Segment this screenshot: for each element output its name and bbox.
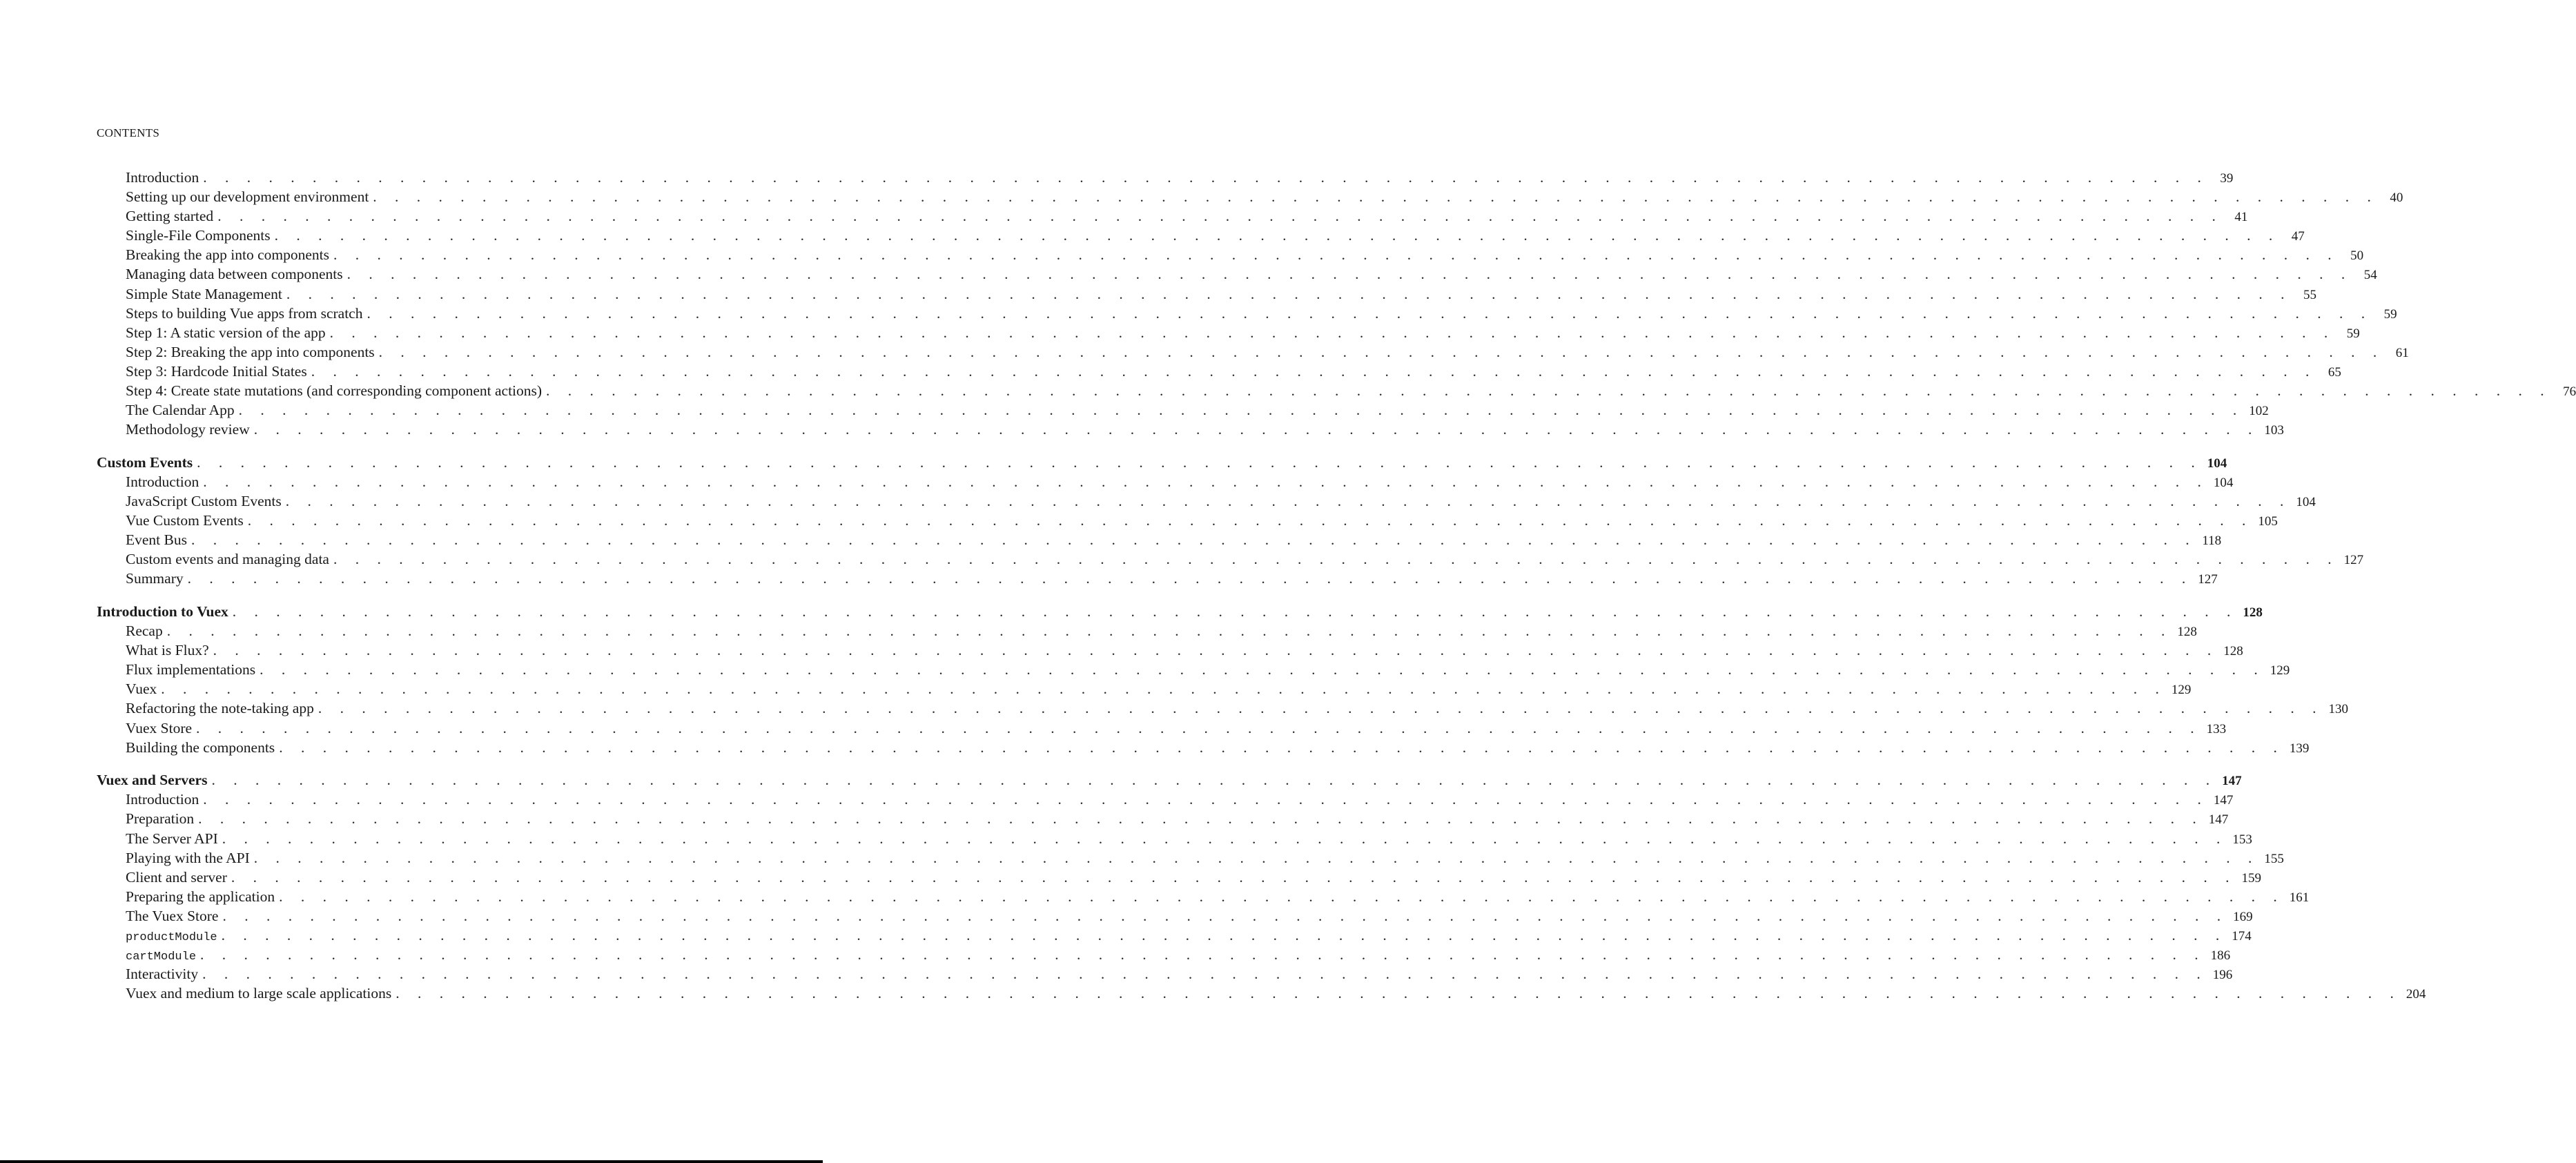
toc-chapter-entry[interactable] — [97, 453, 2227, 472]
section-title: Refactoring the note-taking app — [126, 700, 314, 717]
dot-leader: . . . . . . . . . . . . . . . . . . . . . . . . . . . . . . . . . . . . . . . . . . . . . . . . . . . . . . . . . . . . . . . . . . . . . . . . . . . . . . . . . . . . . . . . . . . . — [213, 642, 2218, 659]
dot-leader: . . . . . . . . . . . . . . . . . . . . . . . . . . . . . . . . . . . . . . . . . . . . . . . . . . . . . . . . . . . . . . . . . . . . . . . . . . . . . . . . . . . . . . . . . . . . — [197, 453, 2203, 471]
section-title: JavaScript Custom Events — [126, 493, 282, 509]
page-number: 118 — [2202, 534, 2222, 549]
page-number: 40 — [2390, 190, 2403, 206]
page-number: 59 — [2346, 326, 2360, 341]
toc-section-group — [97, 168, 2576, 439]
dot-leader: . . . . . . . . . . . . . . . . . . . . . . . . . . . . . . . . . . . . . . . . . . . . . . . . . . . . . . . . . . . . . . . . . . . . . . . . . . . . . . . . . . . . . . . . . . . . — [217, 208, 2223, 225]
toc-chapter-group — [97, 453, 2364, 589]
page-number: 161 — [2289, 890, 2310, 905]
toc-section-entry[interactable] — [97, 829, 2252, 848]
page-number: 59 — [2383, 306, 2397, 322]
page-number: 127 — [2343, 553, 2364, 568]
page-number: 102 — [2249, 404, 2269, 419]
dot-leader: . . . . . . . . . . . . . . . . . . . . . . . . . . . . . . . . . . . . . . . . . . . . . . . . . . . . . . . . . . . . . . . . . . . . . . . . . . . . . . . . . . . . . . . . . . . . — [232, 603, 2238, 620]
running-head: CONTENTS — [97, 126, 160, 139]
section-title: The Calendar App — [126, 402, 235, 419]
dot-leader: . . . . . . . . . . . . . . . . . . . . . . . . . . . . . . . . . . . . . . . . . . . . . . . . . . . . . . . . . . . . . . . . . . . . . . . . . . . . . . . . . . . . . . . . . . . . — [203, 791, 2209, 808]
section-title: Introduction — [126, 169, 199, 186]
dot-leader: . . . . . . . . . . . . . . . . . . . . . . . . . . . . . . . . . . . . . . . . . . . . . . . . . . . . . . . . . . . . . . . . . . . . . . . . . . . . . . . . . . . . . . . . . . . . — [221, 926, 2227, 944]
section-title: productModule — [126, 930, 217, 944]
dot-leader: . . . . . . . . . . . . . . . . . . . . . . . . . . . . . . . . . . . . . . . . . . . . . . . . . . . . . . . . . . . . . . . . . . . . . . . . . . . . . . . . . . . . . . . . . . . . — [203, 169, 2209, 186]
dot-leader: . . . . . . . . . . . . . . . . . . . . . . . . . . . . . . . . . . . . . . . . . . . . . . . . . . . . . . . . . . . . . . . . . . . . . . . . . . . . . . . . . . . . . . . . . . . . — [318, 700, 2323, 717]
toc-section-entry[interactable] — [97, 660, 2290, 679]
section-title: Recap — [126, 623, 163, 640]
toc-chapter-entry[interactable] — [97, 602, 2263, 621]
dot-leader: . . . . . . . . . . . . . . . . . . . . . . . . . . . . . . . . . . . . . . . . . . . . . . . . . . . . . . . . . . . . . . . . . . . . . . . . . . . . . . . . . . . . . . . . . . . . — [222, 907, 2228, 924]
toc-section-entry[interactable] — [97, 809, 2229, 828]
page-number: 47 — [2291, 229, 2305, 244]
toc-section-entry[interactable] — [97, 641, 2243, 660]
toc-section-entry[interactable] — [97, 400, 2269, 420]
page-number: 128 — [2223, 644, 2243, 659]
page-number: 147 — [2208, 812, 2229, 828]
dot-leader: . . . . . . . . . . . . . . . . . . . . . . . . . . . . . . . . . . . . . . . . . . . . . . . . . . . . . . . . . . . . . . . . . . . . . . . . . . . . . . . . . . . . . . . . . . . . — [373, 188, 2379, 206]
section-title: Managing data between components — [126, 266, 343, 283]
section-title: Introduction — [126, 791, 199, 808]
section-title: Preparation — [126, 810, 195, 828]
toc-section-entry[interactable] — [97, 206, 2248, 226]
toc-section-entry[interactable] — [97, 790, 2234, 809]
toc-section-entry[interactable] — [97, 472, 2234, 491]
toc-section-entry[interactable] — [97, 245, 2364, 264]
toc-section-entry[interactable] — [97, 621, 2197, 641]
toc-section-entry[interactable] — [97, 679, 2192, 698]
dot-leader: . . . . . . . . . . . . . . . . . . . . . . . . . . . . . . . . . . . . . . . . . . . . . . . . . . . . . . . . . . . . . . . . . . . . . . . . . . . . . . . . . . . . . . . . . . . . — [546, 382, 2552, 400]
dot-leader: . . . . . . . . . . . . . . . . . . . . . . . . . . . . . . . . . . . . . . . . . . . . . . . . . . . . . . . . . . . . . . . . . . . . . . . . . . . . . . . . . . . . . . . . . . . . — [279, 888, 2285, 905]
toc-section-entry[interactable] — [97, 926, 2252, 945]
dot-leader: . . . . . . . . . . . . . . . . . . . . . . . . . . . . . . . . . . . . . . . . . . . . . . . . . . . . . . . . . . . . . . . . . . . . . . . . . . . . . . . . . . . . . . . . . . . . — [396, 985, 2401, 1002]
section-title: Getting started — [126, 208, 214, 225]
chapter-title: Custom Events — [97, 453, 193, 471]
toc-chapter-group — [97, 770, 2426, 1003]
toc-section-entry[interactable] — [97, 984, 2426, 1003]
page-number: 55 — [2303, 287, 2317, 302]
section-title: Introduction — [126, 473, 199, 490]
dot-leader: . . . . . . . . . . . . . . . . . . . . . . . . . . . . . . . . . . . . . . . . . . . . . . . . . . . . . . . . . . . . . . . . . . . . . . . . . . . . . . . . . . . . . . . . . . . . — [274, 227, 2280, 244]
toc-section-entry[interactable] — [97, 848, 2284, 868]
page-number: 155 — [2264, 851, 2284, 866]
dot-leader: . . . . . . . . . . . . . . . . . . . . . . . . . . . . . . . . . . . . . . . . . . . . . . . . . . . . . . . . . . . . . . . . . . . . . . . . . . . . . . . . . . . . . . . . . . . . — [222, 830, 2227, 847]
toc-section-entry[interactable] — [97, 868, 2261, 887]
page-number: 41 — [2234, 210, 2248, 225]
toc-section-entry[interactable] — [97, 549, 2364, 569]
toc-section-entry[interactable] — [97, 698, 2348, 718]
section-title: Simple State Management — [126, 285, 282, 302]
chapter-title: Vuex and Servers — [97, 772, 208, 789]
section-title: What is Flux? — [126, 642, 209, 659]
page-number: 76 — [2563, 384, 2576, 400]
page-number: 147 — [2213, 793, 2234, 808]
section-title: Flux implementations — [126, 661, 256, 678]
toc-section-entry[interactable] — [97, 284, 2317, 304]
toc-section-entry[interactable] — [97, 323, 2360, 342]
toc-section-entry[interactable] — [97, 738, 2310, 757]
page-number: 65 — [2328, 364, 2341, 380]
toc-section-entry[interactable] — [97, 420, 2284, 439]
page-number: 204 — [2406, 987, 2426, 1002]
dot-leader: . . . . . . . . . . . . . . . . . . . . . . . . . . . . . . . . . . . . . . . . . . . . . . . . . . . . . . . . . . . . . . . . . . . . . . . . . . . . . . . . . . . . . . . . . . . . — [260, 661, 2265, 678]
dot-leader: . . . . . . . . . . . . . . . . . . . . . . . . . . . . . . . . . . . . . . . . . . . . . . . . . . . . . . . . . . . . . . . . . . . . . . . . . . . . . . . . . . . . . . . . . . . . — [161, 681, 2167, 698]
toc-section-entry[interactable] — [97, 530, 2222, 549]
bottom-rule — [0, 1160, 823, 1163]
dot-leader: . . . . . . . . . . . . . . . . . . . . . . . . . . . . . . . . . . . . . . . . . . . . . . . . . . . . . . . . . . . . . . . . . . . . . . . . . . . . . . . . . . . . . . . . . . . . — [378, 343, 2384, 360]
toc-section-entry[interactable] — [97, 569, 2218, 588]
section-title: Breaking the app into components — [126, 246, 329, 264]
page-number: 159 — [2241, 870, 2261, 886]
page-number: 139 — [2289, 741, 2310, 756]
page-number: 104 — [2296, 495, 2316, 509]
page-number: 39 — [2220, 171, 2234, 186]
section-title: Summary — [126, 570, 184, 587]
section-title: The Server API — [126, 830, 218, 847]
dot-leader: . . . . . . . . . . . . . . . . . . . . . . . . . . . . . . . . . . . . . . . . . . . . . . . . . . . . . . . . . . . . . . . . . . . . . . . . . . . . . . . . . . . . . . . . . . . . — [286, 285, 2292, 302]
dot-leader: . . . . . . . . . . . . . . . . . . . . . . . . . . . . . . . . . . . . . . . . . . . . . . . . . . . . . . . . . . . . . . . . . . . . . . . . . . . . . . . . . . . . . . . . . . . . — [311, 362, 2316, 380]
toc-section-entry[interactable] — [97, 906, 2253, 926]
toc-section-entry[interactable] — [97, 187, 2403, 206]
section-title: Steps to building Vue apps from scratch — [126, 304, 363, 322]
toc-section-entry[interactable] — [97, 226, 2305, 245]
dot-leader: . . . . . . . . . . . . . . . . . . . . . . . . . . . . . . . . . . . . . . . . . . . . . . . . . . . . . . . . . . . . . . . . . . . . . . . . . . . . . . . . . . . . . . . . . . . . — [196, 719, 2202, 736]
page-number: 103 — [2264, 423, 2284, 438]
section-title: Vuex and medium to large scale applications — [126, 985, 392, 1002]
toc-section-entry[interactable] — [97, 168, 2234, 187]
section-title: Vuex Store — [126, 719, 193, 736]
dot-leader: . . . . . . . . . . . . . . . . . . . . . . . . . . . . . . . . . . . . . . . . . . . . . . . . . . . . . . . . . . . . . . . . . . . . . . . . . . . . . . . . . . . . . . . . . . . . — [187, 570, 2193, 587]
page-number: 50 — [2350, 248, 2364, 264]
page-number: 128 — [2243, 605, 2263, 620]
dot-leader: . . . . . . . . . . . . . . . . . . . . . . . . . . . . . . . . . . . . . . . . . . . . . . . . . . . . . . . . . . . . . . . . . . . . . . . . . . . . . . . . . . . . . . . . . . . . — [253, 421, 2259, 438]
dot-leader: . . . . . . . . . . . . . . . . . . . . . . . . . . . . . . . . . . . . . . . . . . . . . . . . . . . . . . . . . . . . . . . . . . . . . . . . . . . . . . . . . . . . . . . . . . . . — [200, 946, 2206, 964]
toc-chapter-group — [97, 602, 2348, 757]
table-of-contents — [97, 168, 2576, 1003]
toc-section-entry[interactable] — [97, 964, 2233, 984]
page-number: 129 — [2270, 663, 2290, 678]
section-title: Step 1: A static version of the app — [126, 324, 326, 341]
section-title: Custom events and managing data — [126, 551, 329, 568]
page-number: 104 — [2213, 475, 2234, 490]
toc-section-entry[interactable] — [97, 491, 2316, 511]
section-title: cartModule — [126, 950, 197, 964]
section-title: Preparing the application — [126, 888, 275, 905]
section-title: Vue Custom Events — [126, 512, 244, 529]
page-number: 186 — [2210, 948, 2231, 964]
dot-leader: . . . . . . . . . . . . . . . . . . . . . . . . . . . . . . . . . . . . . . . . . . . . . . . . . . . . . . . . . . . . . . . . . . . . . . . . . . . . . . . . . . . . . . . . . . . . — [211, 772, 2217, 789]
page-number: 104 — [2207, 456, 2227, 471]
page-number: 174 — [2232, 928, 2252, 944]
page-number: 54 — [2363, 268, 2377, 283]
toc-section-entry[interactable] — [97, 342, 2409, 362]
dot-leader: . . . . . . . . . . . . . . . . . . . . . . . . . . . . . . . . . . . . . . . . . . . . . . . . . . . . . . . . . . . . . . . . . . . . . . . . . . . . . . . . . . . . . . . . . . . . — [191, 531, 2197, 549]
dot-leader: . . . . . . . . . . . . . . . . . . . . . . . . . . . . . . . . . . . . . . . . . . . . . . . . . . . . . . . . . . . . . . . . . . . . . . . . . . . . . . . . . . . . . . . . . . . . — [166, 623, 2172, 640]
dot-leader: . . . . . . . . . . . . . . . . . . . . . . . . . . . . . . . . . . . . . . . . . . . . . . . . . . . . . . . . . . . . . . . . . . . . . . . . . . . . . . . . . . . . . . . . . . . . — [198, 810, 2204, 828]
section-title: Step 2: Breaking the app into components — [126, 343, 375, 360]
toc-section-entry[interactable] — [97, 945, 2231, 964]
dot-leader: . . . . . . . . . . . . . . . . . . . . . . . . . . . . . . . . . . . . . . . . . . . . . . . . . . . . . . . . . . . . . . . . . . . . . . . . . . . . . . . . . . . . . . . . . . . . — [203, 473, 2209, 490]
page-number: 130 — [2328, 702, 2348, 717]
dot-leader: . . . . . . . . . . . . . . . . . . . . . . . . . . . . . . . . . . . . . . . . . . . . . . . . . . . . . . . . . . . . . . . . . . . . . . . . . . . . . . . . . . . . . . . . . . . . — [231, 868, 2236, 886]
section-title: Step 4: Create state mutations (and corresponding component actions) — [126, 382, 543, 400]
dot-leader: . . . . . . . . . . . . . . . . . . . . . . . . . . . . . . . . . . . . . . . . . . . . . . . . . . . . . . . . . . . . . . . . . . . . . . . . . . . . . . . . . . . . . . . . . . . . — [367, 304, 2372, 322]
dot-leader: . . . . . . . . . . . . . . . . . . . . . . . . . . . . . . . . . . . . . . . . . . . . . . . . . . . . . . . . . . . . . . . . . . . . . . . . . . . . . . . . . . . . . . . . . . . . — [279, 739, 2285, 756]
page-number: 133 — [2206, 721, 2227, 736]
section-title: Single-File Components — [126, 227, 271, 244]
toc-section-entry[interactable] — [97, 887, 2310, 906]
toc-section-entry[interactable] — [97, 362, 2341, 381]
dot-leader: . . . . . . . . . . . . . . . . . . . . . . . . . . . . . . . . . . . . . . . . . . . . . . . . . . . . . . . . . . . . . . . . . . . . . . . . . . . . . . . . . . . . . . . . . . . . — [247, 512, 2253, 529]
dot-leader: . . . . . . . . . . . . . . . . . . . . . . . . . . . . . . . . . . . . . . . . . . . . . . . . . . . . . . . . . . . . . . . . . . . . . . . . . . . . . . . . . . . . . . . . . . . . — [238, 402, 2244, 419]
section-title: Setting up our development environment — [126, 188, 369, 206]
section-title: Interactivity — [126, 966, 199, 983]
dot-leader: . . . . . . . . . . . . . . . . . . . . . . . . . . . . . . . . . . . . . . . . . . . . . . . . . . . . . . . . . . . . . . . . . . . . . . . . . . . . . . . . . . . . . . . . . . . . — [285, 493, 2291, 509]
section-title: Event Bus — [126, 531, 187, 549]
page-number: 169 — [2233, 909, 2253, 924]
toc-section-entry[interactable] — [97, 304, 2397, 323]
section-title: The Vuex Store — [126, 907, 219, 924]
toc-chapter-entry[interactable] — [97, 770, 2242, 790]
section-title: Client and server — [126, 868, 227, 886]
section-title: Methodology review — [126, 421, 250, 438]
section-title: Vuex — [126, 681, 157, 698]
dot-leader: . . . . . . . . . . . . . . . . . . . . . . . . . . . . . . . . . . . . . . . . . . . . . . . . . . . . . . . . . . . . . . . . . . . . . . . . . . . . . . . . . . . . . . . . . . . . — [253, 849, 2259, 866]
dot-leader: . . . . . . . . . . . . . . . . . . . . . . . . . . . . . . . . . . . . . . . . . . . . . . . . . . . . . . . . . . . . . . . . . . . . . . . . . . . . . . . . . . . . . . . . . . . . — [329, 324, 2335, 341]
section-title: Playing with the API — [126, 849, 250, 866]
dot-leader: . . . . . . . . . . . . . . . . . . . . . . . . . . . . . . . . . . . . . . . . . . . . . . . . . . . . . . . . . . . . . . . . . . . . . . . . . . . . . . . . . . . . . . . . . . . . — [347, 266, 2352, 283]
section-title: Step 3: Hardcode Initial States — [126, 362, 307, 380]
page-number: 61 — [2395, 345, 2409, 360]
page-number: 129 — [2171, 683, 2192, 698]
page-number: 127 — [2198, 572, 2218, 587]
toc-section-entry[interactable] — [97, 264, 2377, 284]
page-number: 147 — [2222, 774, 2242, 789]
toc-section-entry[interactable] — [97, 511, 2278, 530]
page-number: 196 — [2212, 968, 2233, 983]
toc-section-entry[interactable] — [97, 719, 2227, 738]
dot-leader: . . . . . . . . . . . . . . . . . . . . . . . . . . . . . . . . . . . . . . . . . . . . . . . . . . . . . . . . . . . . . . . . . . . . . . . . . . . . . . . . . . . . . . . . . . . . — [202, 966, 2208, 983]
section-title: Building the components — [126, 739, 275, 756]
page-number: 128 — [2177, 625, 2197, 640]
toc-section-entry[interactable] — [97, 381, 2576, 400]
page-number: 153 — [2232, 832, 2252, 847]
page-number: 105 — [2258, 514, 2278, 529]
dot-leader: . . . . . . . . . . . . . . . . . . . . . . . . . . . . . . . . . . . . . . . . . . . . . . . . . . . . . . . . . . . . . . . . . . . . . . . . . . . . . . . . . . . . . . . . . . . . — [333, 246, 2339, 264]
dot-leader: . . . . . . . . . . . . . . . . . . . . . . . . . . . . . . . . . . . . . . . . . . . . . . . . . . . . . . . . . . . . . . . . . . . . . . . . . . . . . . . . . . . . . . . . . . . . — [333, 551, 2339, 568]
chapter-title: Introduction to Vuex — [97, 603, 228, 620]
